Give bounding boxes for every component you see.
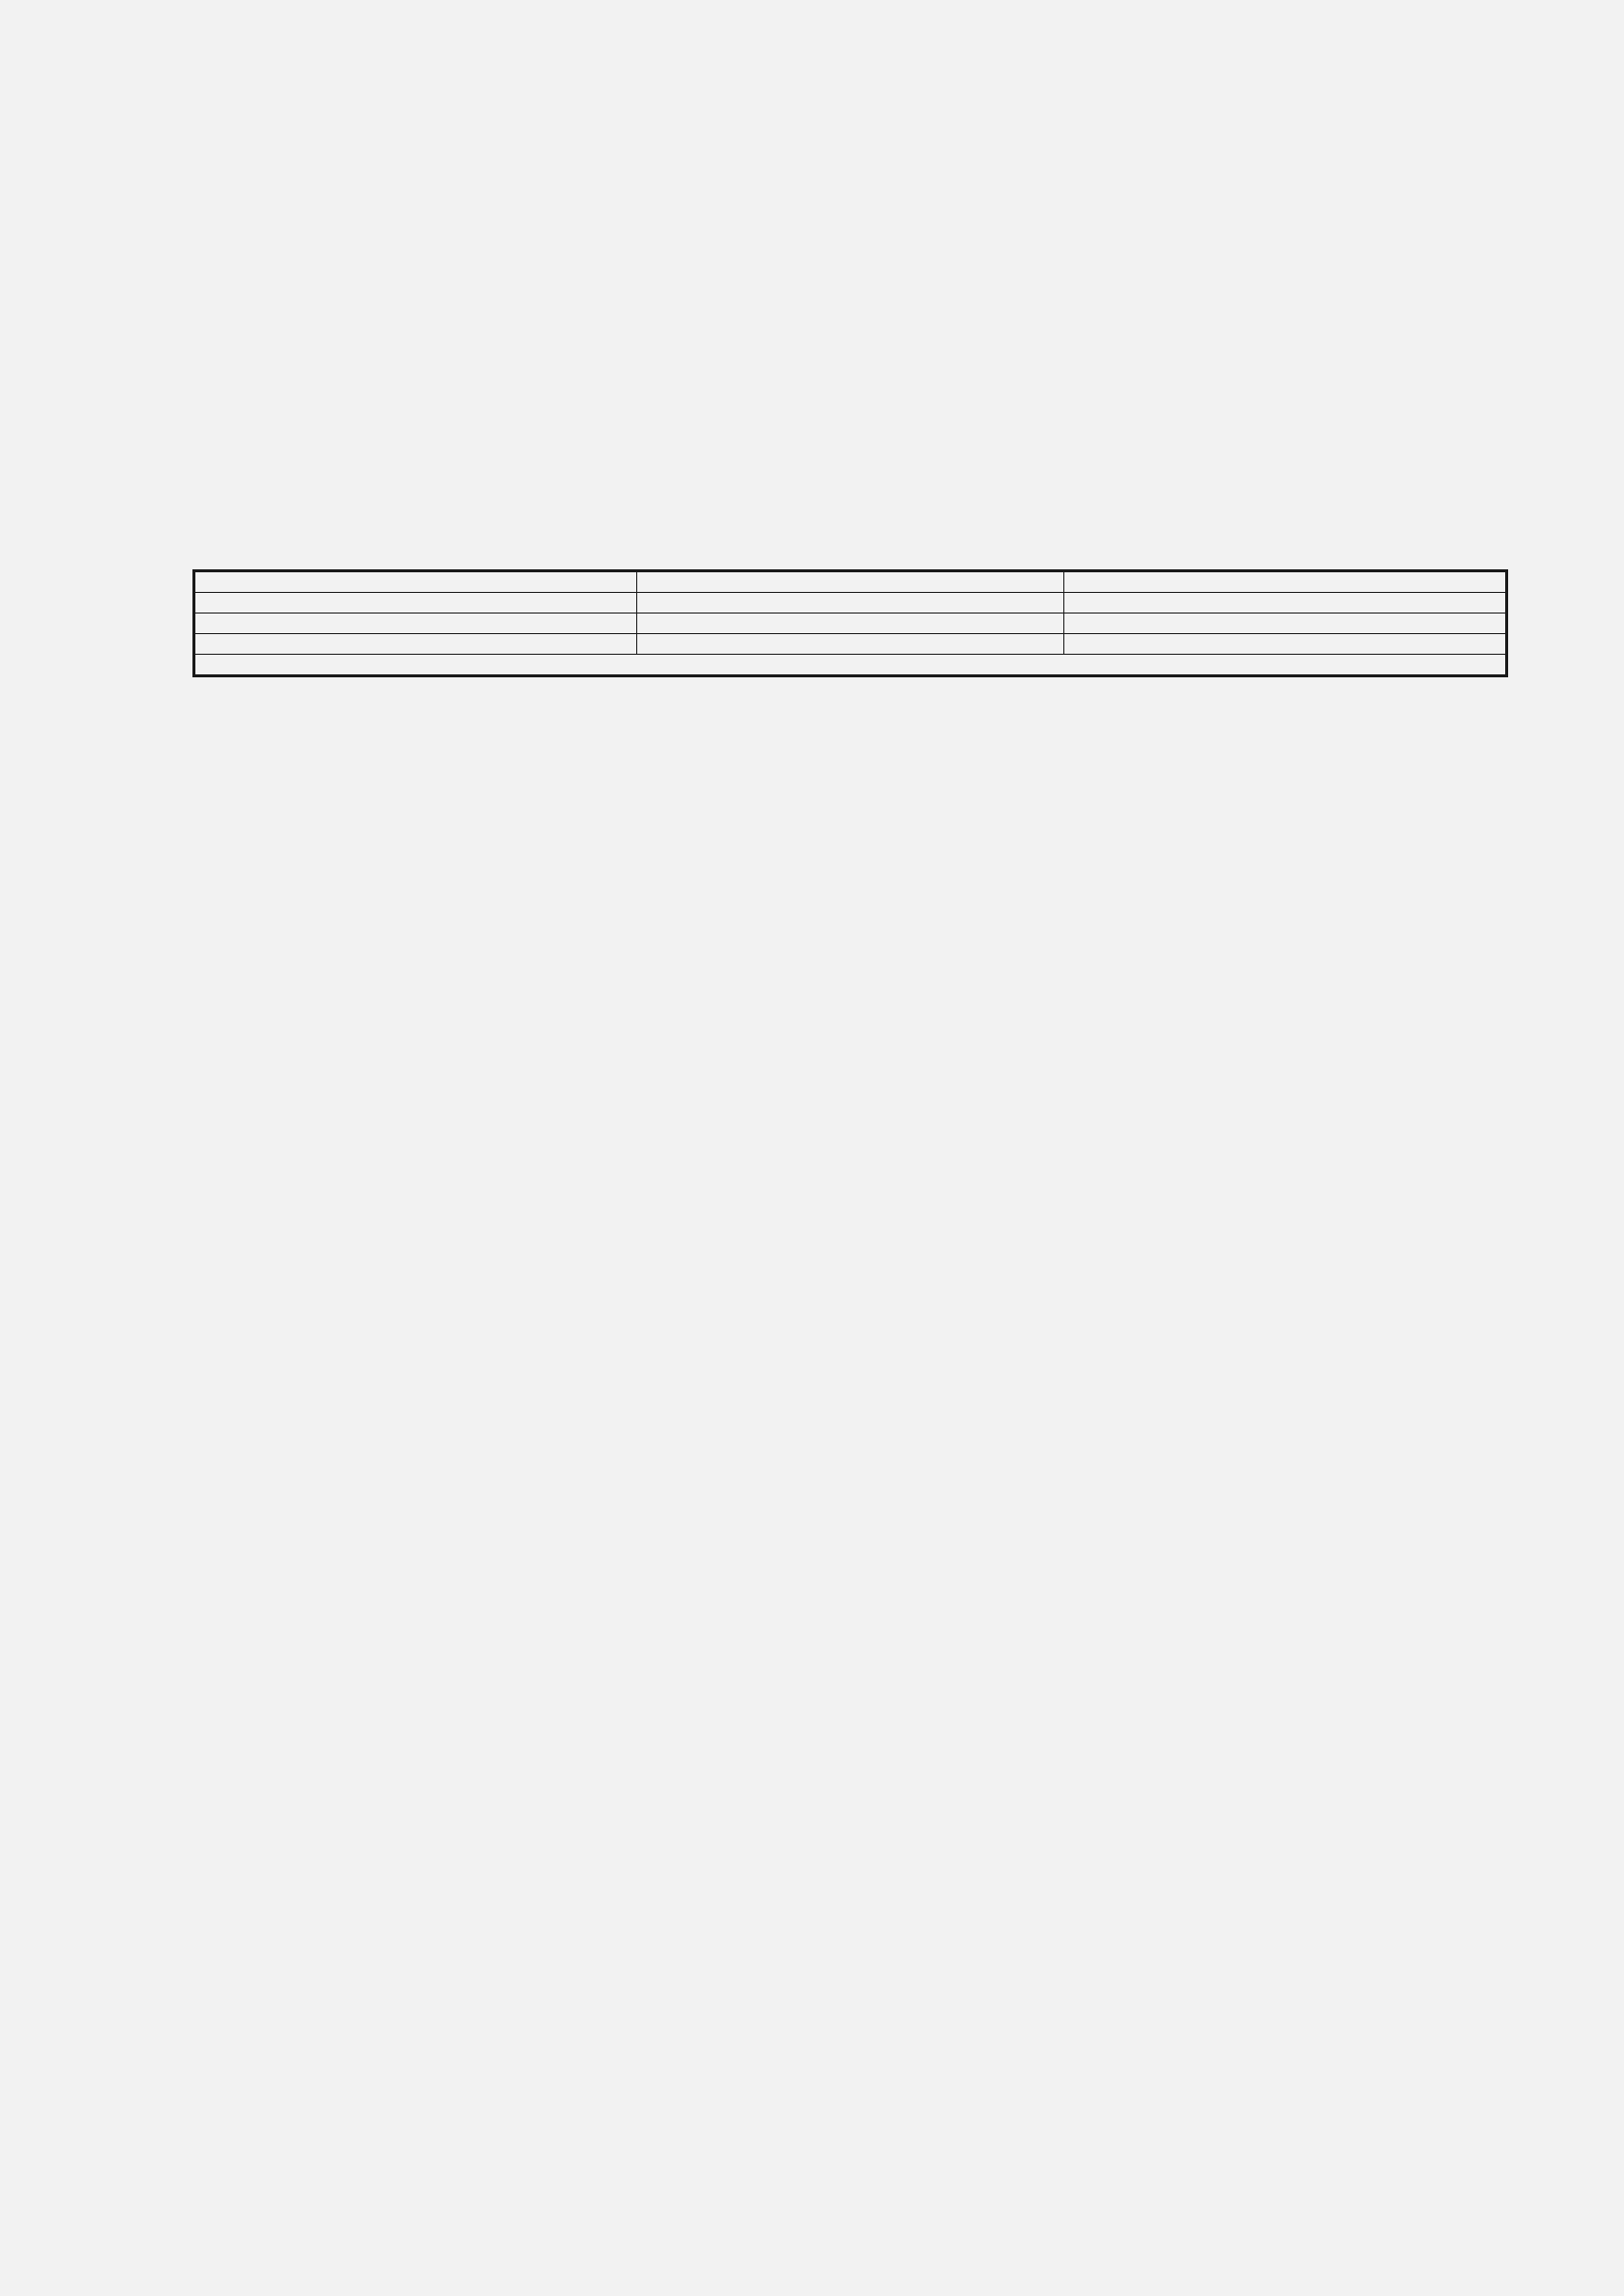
table-cell: [194, 593, 637, 614]
column-header: [636, 571, 1064, 593]
table-row: [194, 593, 1507, 614]
table-cell: [1064, 593, 1507, 614]
table-footnotes: [194, 655, 1507, 676]
table-cell: [636, 593, 1064, 614]
table-cell: [636, 614, 1064, 634]
table-footnote-row: [194, 655, 1507, 676]
column-header: [194, 571, 637, 593]
table-cell: [1064, 634, 1507, 655]
column-header: [1064, 571, 1507, 593]
table-body: [194, 593, 1507, 676]
standards-table: [192, 569, 1508, 677]
table-row: [194, 614, 1507, 634]
table-cell: [194, 614, 637, 634]
table-cell: [636, 634, 1064, 655]
table-header-row: [194, 571, 1507, 593]
table-row: [194, 634, 1507, 655]
table-cell: [194, 634, 637, 655]
table-cell: [1064, 614, 1507, 634]
